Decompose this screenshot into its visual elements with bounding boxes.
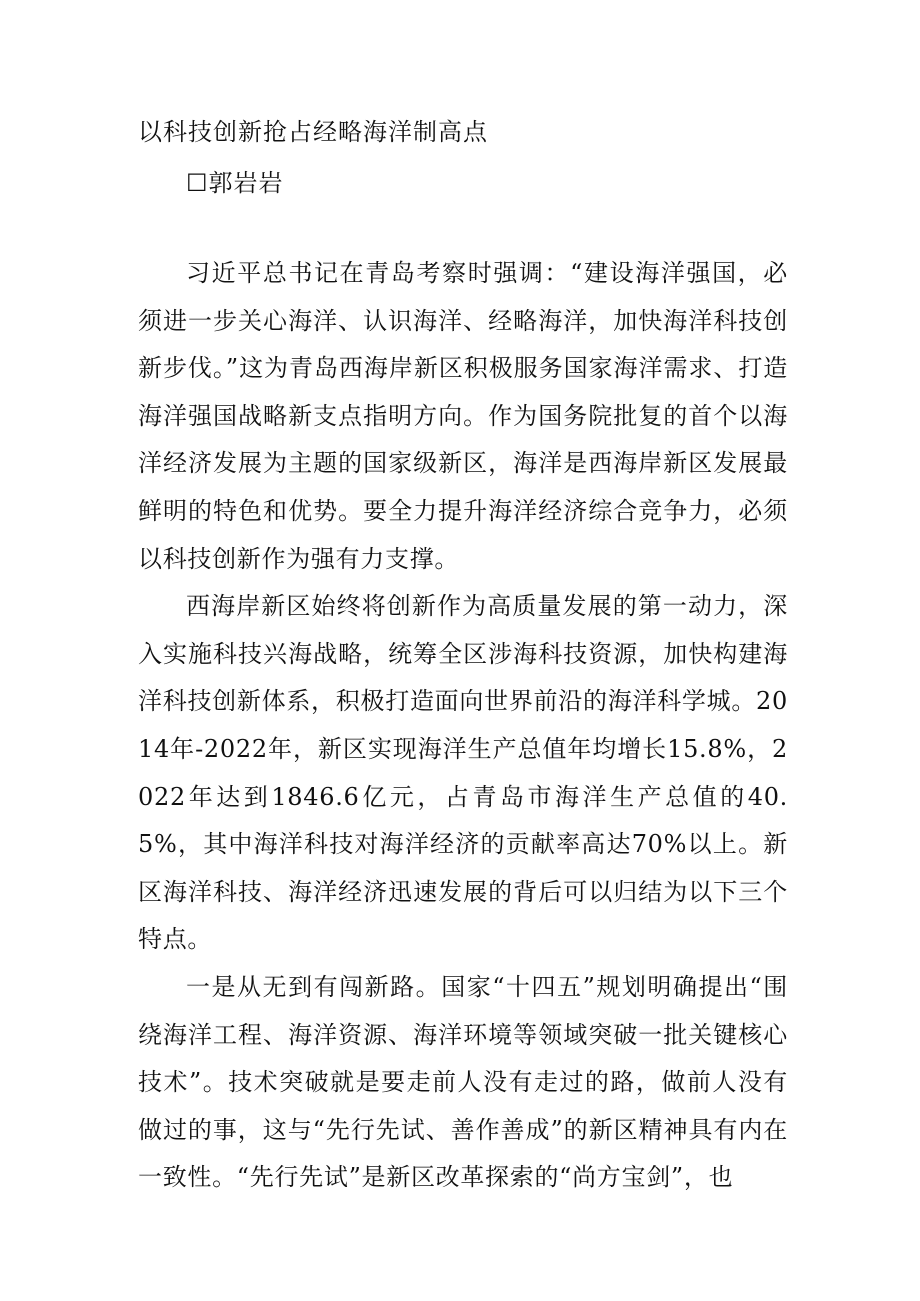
paragraph-1: 习近平总书记在青岛考察时强调：“建设海洋强国，必须进一步关心海洋、认识海洋、经略海洋，加快海洋科技创新步伐。”这为青岛西海岸新区积极服务国家海洋需求、打造海洋强国战略新支点指明方向。作为国务院批复的首个以海洋经济发展为主题的国家级新区，海洋是西海岸新区发展最鲜明的特色和优势。要全力提升海洋经济综合竞争力，必须以科技创新作为强有力支撑。: [138, 259, 788, 573]
paragraph-3: 一是从无到有闯新路。国家“十四五”规划明确提出“围绕海洋工程、海洋资源、海洋环境等领域突破一批关键核心技术”。技术突破就是要走前人没有走过的路，做前人没有做过的事，这与“先行先试、善作善成”的新区精神具有内在一致性。“先行先试”是新区改革探索的“尚方宝剑”，也: [138, 972, 788, 1192]
article-author: ☐郭岩岩: [186, 169, 284, 197]
article-title: 以科技创新抢占经略海洋制高点: [138, 118, 488, 146]
paragraph-2: 西海岸新区始终将创新作为高质量发展的第一动力，深入实施科技兴海战略，统筹全区涉海科技资源，加快构建海洋科技创新体系，积极打造面向世界前沿的海洋科学城。2014年-2022年，新区实现海洋生产总值年均增长15.8%，2022年达到1846.6亿元，占青岛市海洋生产总值的40.5%，其中海洋科技对海洋经济的贡献率高达70%以上。新区海洋科技、海洋经济迅速发展的背后可以归结为以下三个特点。: [138, 592, 788, 954]
article-body: [138, 250, 788, 1202]
